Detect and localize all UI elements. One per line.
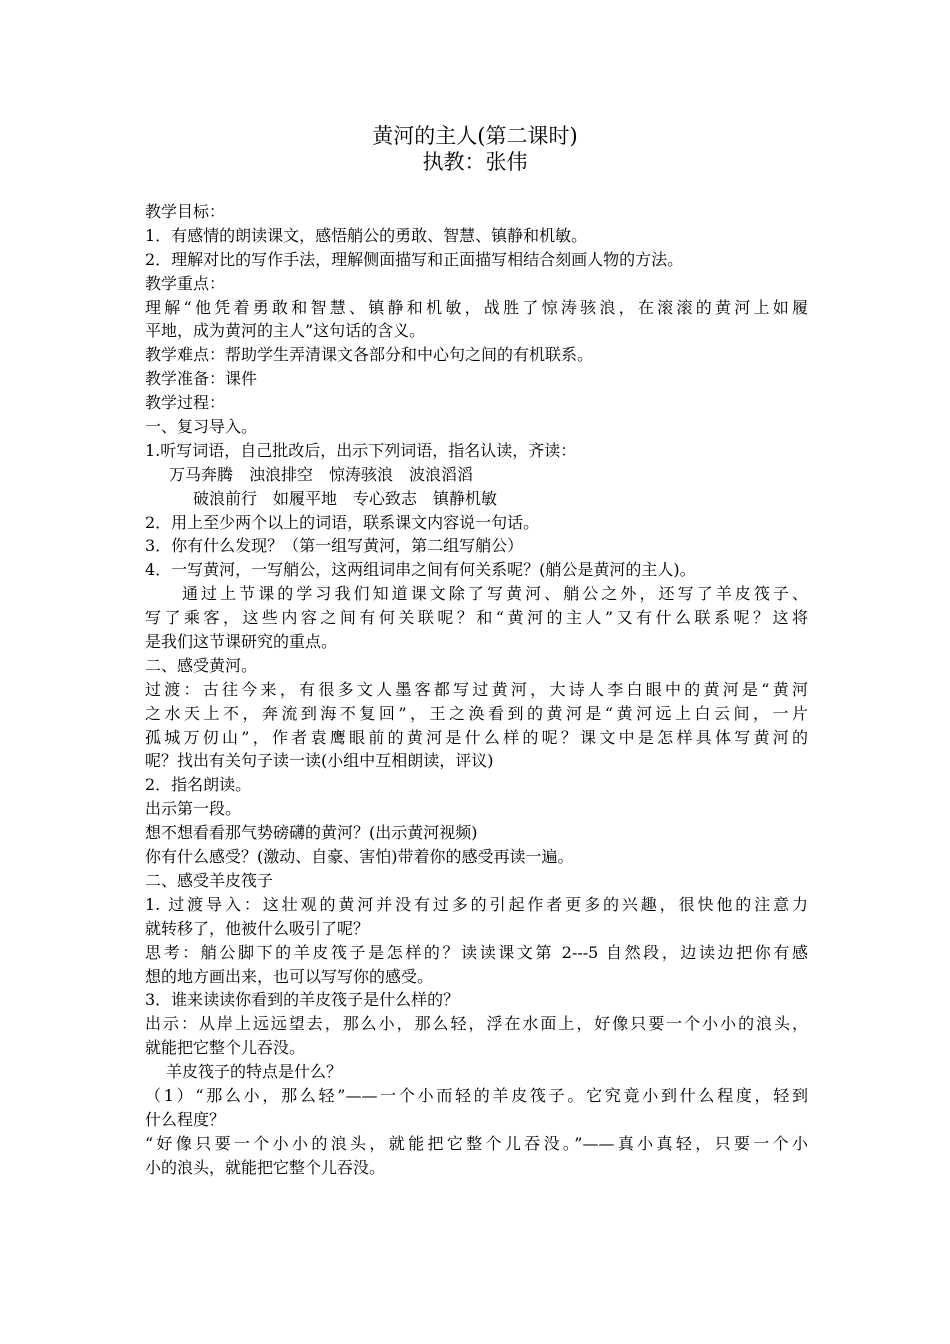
text-line: 2．用上至少两个以上的词语，联系课文内容说一句话。	[145, 512, 540, 532]
text-line: 就能把它整个儿吞没。	[145, 1038, 306, 1058]
text-line: 二、感受羊皮筏子	[145, 870, 274, 890]
text-line: 1.听写词语，自己批改后，出示下列词语，指名认读，齐读：	[145, 440, 577, 460]
text-line: 出示第一段。	[145, 799, 242, 819]
text-line: 3．谁来读读你看到的羊皮筏子是什么样的？	[145, 990, 460, 1010]
text-line: 出示：从岸上远远望去，那么小，那么轻，浮在水面上，好像只要一个小小的浪头，	[145, 1014, 808, 1034]
text-line: 2．指名朗读。	[145, 775, 252, 795]
text-line: 2．理解对比的写作手法，理解侧面描写和正面描写相结合刻画人物的方法。	[145, 249, 684, 269]
text-line: 二、感受黄河。	[145, 655, 258, 675]
text-line: 什么程度？	[145, 1109, 226, 1129]
text-line: 就转移了，他被什么吸引了呢？	[145, 918, 370, 938]
text-line: 之水天上不，奔流到海不复回”，王之涣看到的黄河是“黄河远上白云间，一片	[145, 703, 808, 723]
teacher-line: 执教：张伟	[422, 150, 528, 174]
text-line: 教学重点：	[145, 273, 226, 293]
text-line: 是我们这节课研究的重点。	[145, 632, 338, 652]
document-title: 黄河的主人(第二课时)	[372, 124, 578, 148]
text-line: 4．一写黄河，一写艄公，这两组词串之间有何关系呢？(艄公是黄河的主人)。	[145, 560, 696, 580]
text-line: （1）“那么小，那么轻”——一个小而轻的羊皮筏子。它究竟小到什么程度，轻到	[145, 1085, 808, 1105]
text-line: 思考：艄公脚下的羊皮筏子是怎样的？读读课文第 2---5 自然段，边读边把你有感	[145, 942, 808, 962]
text-line: 万马奔腾 浊浪排空 惊涛骇浪 波浪滔滔	[169, 464, 474, 484]
text-line: 过渡：古往今来，有很多文人墨客都写过黄河，大诗人李白眼中的黄河是“黄河	[145, 679, 808, 699]
text-line: 一、复习导入。	[145, 417, 258, 437]
text-line: 教学准备：课件	[145, 369, 258, 389]
text-line: 1．有感情的朗读课文，感悟艄公的勇敢、智慧、镇静和机敏。	[145, 225, 588, 245]
text-line: 想不想看看那气势磅礴的黄河？(出示黄河视频)	[145, 823, 478, 843]
text-line: 教学过程：	[145, 393, 226, 413]
document-body	[145, 200, 808, 1180]
text-line: 教学目标：	[145, 202, 226, 221]
text-line: “好像只要一个小小的浪头，就能把它整个儿吞没。”——真小真轻，只要一个小	[145, 1133, 808, 1153]
text-line: 小的浪头，就能把它整个儿吞没。	[145, 1157, 386, 1177]
text-line: 想的地方画出来，也可以写写你的感受。	[145, 966, 434, 986]
text-line: 1. 过渡导入：这壮观的黄河并没有过多的引起作者更多的兴趣，很快他的注意力	[145, 894, 808, 914]
text-line: 理解“他凭着勇敢和智慧、镇静和机敏，战胜了惊涛骇浪，在滚滚的黄河上如履	[145, 297, 808, 317]
text-line: 平地，成为黄河的主人”这句话的含义。	[145, 321, 426, 341]
text-line: 破浪前行 如履平地 专心致志 镇静机敏	[193, 488, 498, 508]
text-line: 羊皮筏子的特点是什么？	[166, 1062, 343, 1082]
text-line: 通过上节课的学习我们知道课文除了写黄河、艄公之外，还写了羊皮筏子、	[182, 584, 808, 604]
text-line: 孤城万仞山”，作者袁鹰眼前的黄河是什么样的呢？课文中是怎样具体写黄河的	[145, 727, 808, 747]
text-line: 你有什么感受？(激动、自豪、害怕)带着你的感受再读一遍。	[145, 847, 574, 867]
text-line: 教学难点：帮助学生弄清课文各部分和中心句之间的有机联系。	[145, 345, 594, 365]
text-line: 3．你有什么发现？（第一组写黄河，第二组写艄公）	[145, 536, 524, 556]
text-line: 呢？找出有关句子读一读(小组中互相朗读，评议)	[145, 751, 494, 771]
text-line: 写了乘客，这些内容之间有何关联呢？和“黄河的主人”又有什么联系呢？这将	[145, 608, 808, 628]
